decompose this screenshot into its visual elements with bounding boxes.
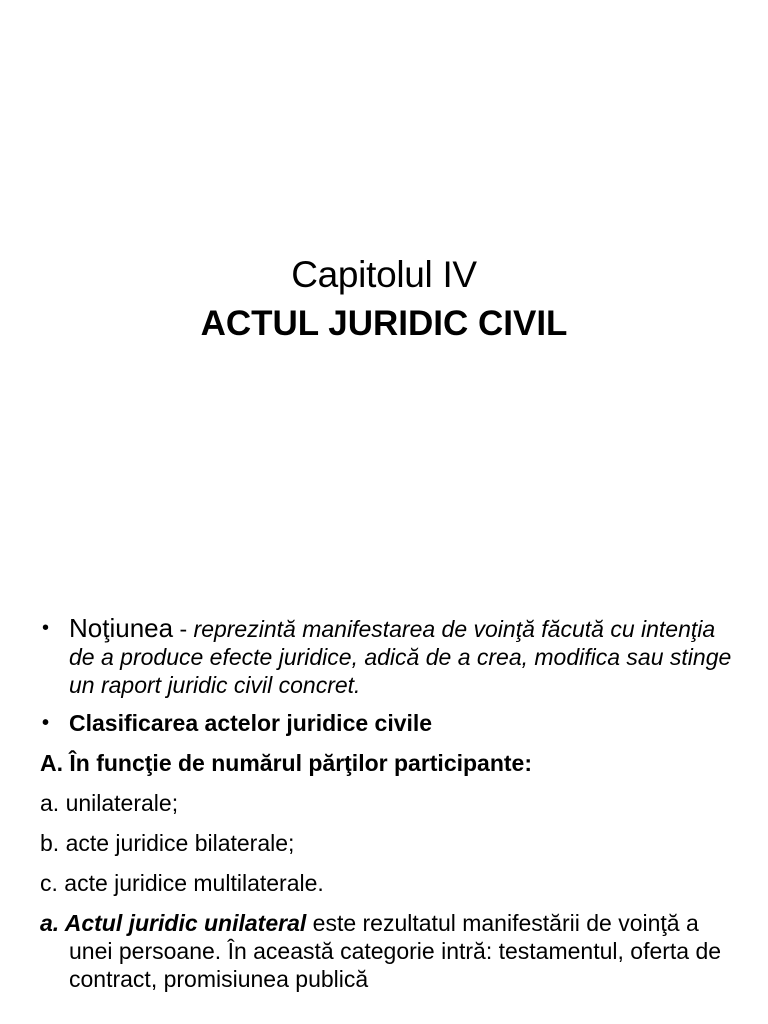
notiunea-paragraph [40, 614, 740, 699]
content-body [40, 614, 740, 993]
notiunea-dash: - [173, 616, 194, 642]
list-item-multilaterale: c. acte juridice multilaterale. [40, 870, 324, 896]
list-item-unilaterale: a. unilaterale; [40, 790, 179, 816]
chapter-title: Capitolul IV [291, 254, 477, 295]
unilateral-act-label: a. Actul juridic unilateral [40, 910, 307, 936]
bullet-icon: • [42, 617, 50, 639]
section-a-heading: A. În funcţie de numărul părţilor participante: [40, 750, 532, 776]
notiunea-definition: reprezintă manifestarea de voinţă făcută cu intenţia de a produce efecte juridice, adică de a crea, modifica sau stinge un raport juridic civil concret. [69, 616, 732, 698]
clasificarea-heading: Clasificarea actelor juridice civile [69, 710, 433, 736]
title-block [0, 250, 768, 348]
notiunea-term: Noţiunea [69, 613, 174, 643]
bullet-icon: • [42, 712, 50, 734]
content-slide [0, 576, 768, 1024]
clasificarea-paragraph [40, 709, 740, 737]
chapter-subtitle: ACTUL JURIDIC CIVIL [200, 304, 568, 343]
list-item-bilaterale: b. acte juridice bilaterale; [40, 830, 295, 856]
unilateral-act-paragraph [40, 909, 740, 993]
unilateral-act-text: este rezultatul manifestării de voinţă a unei persoane. În această categorie intră: testamentul, oferta de contract, promisiunea publică [69, 910, 722, 992]
